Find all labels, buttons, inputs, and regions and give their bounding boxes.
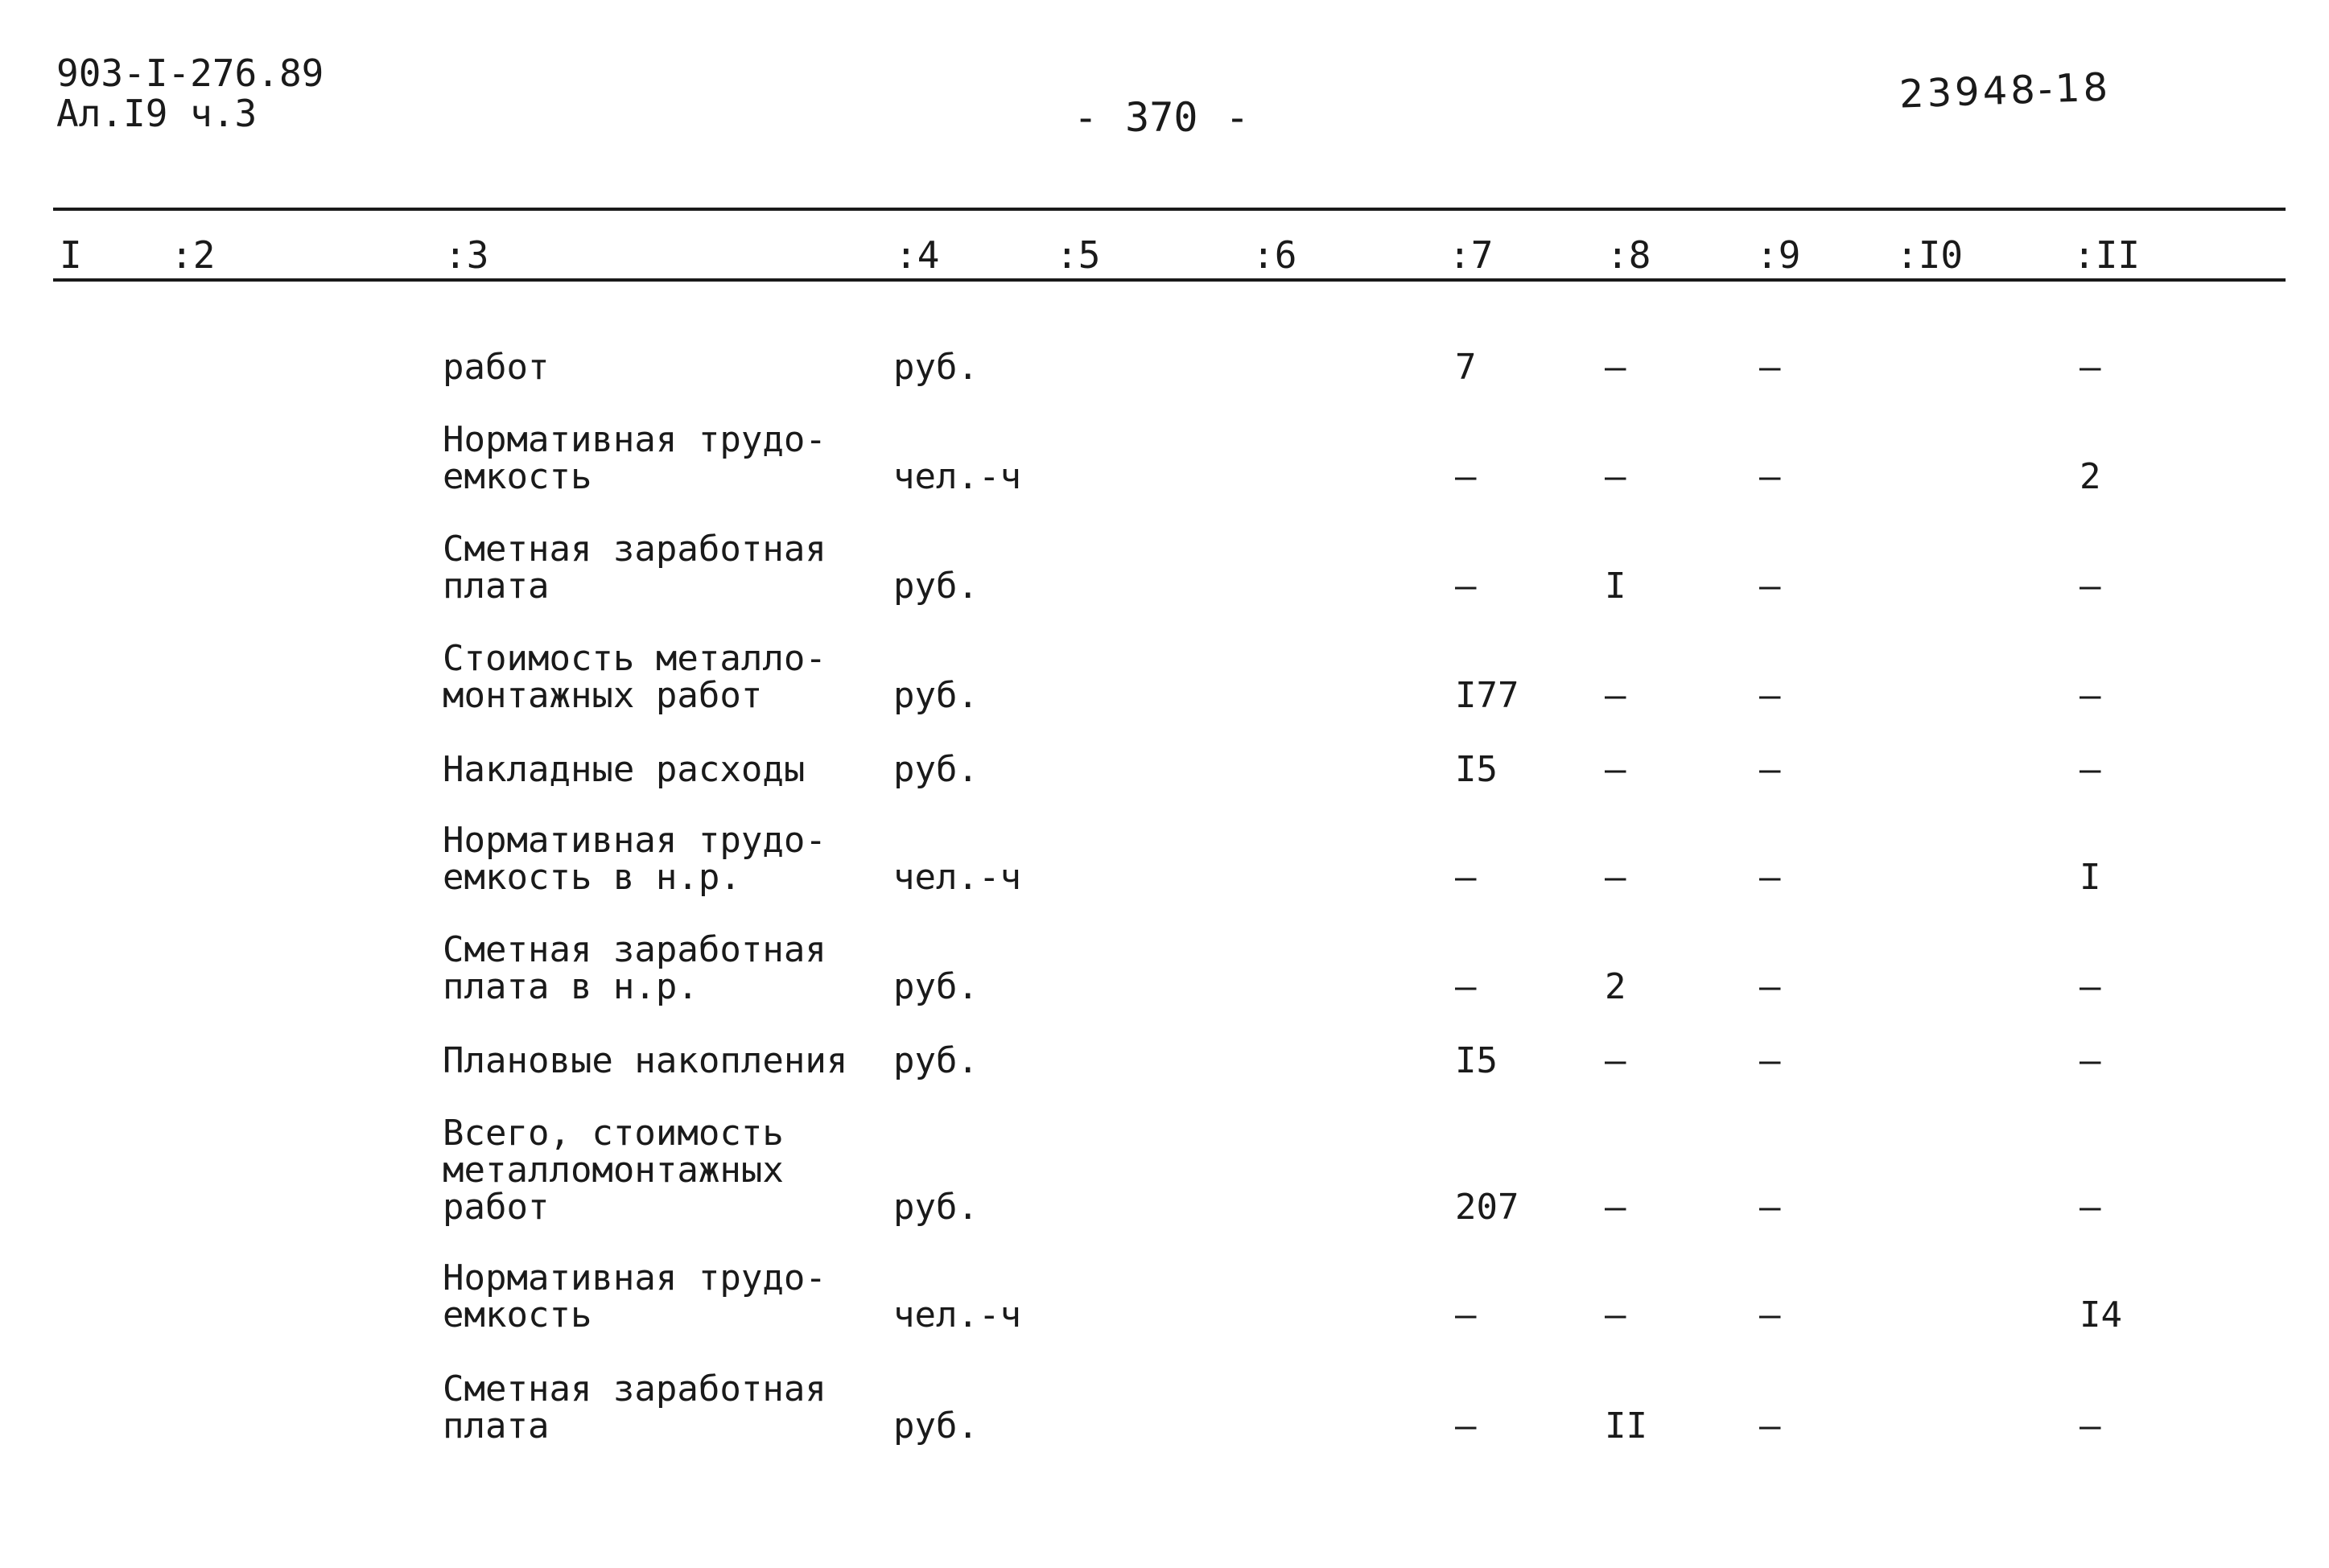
document-code [56, 53, 324, 134]
row-value-col-11: – [2080, 347, 2101, 388]
archive-number: 23948-18 [1898, 64, 2112, 117]
row-value-col-11: – [2080, 1187, 2101, 1228]
document-code-line-1: 903-I-276.89 [56, 51, 324, 95]
row-unit: руб. [893, 1187, 979, 1228]
row-value-col-9: – [1759, 1294, 1781, 1335]
page-dash-left: - [1074, 94, 1099, 141]
row-item-name: Сметная заработная плата [443, 1368, 826, 1447]
row-unit: руб. [893, 675, 979, 716]
row-value-col-9: – [1759, 456, 1781, 497]
row-unit: руб. [893, 347, 979, 388]
column-header-3: :3 [444, 233, 489, 277]
row-value-col-8: I [1605, 566, 1626, 607]
column-header-2: :2 [171, 233, 216, 277]
row-unit: чел.-ч [893, 857, 1021, 898]
row-value-col-7: – [1455, 566, 1477, 607]
column-header-8: :8 [1606, 233, 1651, 277]
row-item-name: Накладные расходы [443, 749, 806, 790]
document-code-line-2: Ал.I9 ч.3 [56, 92, 258, 135]
row-value-col-7: – [1455, 966, 1477, 1007]
row-value-col-9: – [1759, 675, 1781, 716]
row-value-col-9: – [1759, 566, 1781, 607]
row-value-col-8: – [1605, 857, 1626, 898]
row-value-col-11: I [2080, 857, 2101, 898]
table-header-rule [53, 278, 2286, 282]
row-value-col-9: – [1759, 1187, 1781, 1228]
column-header-10: :I0 [1896, 233, 1964, 277]
row-value-col-11: – [2080, 566, 2101, 607]
row-value-col-8: – [1605, 1040, 1626, 1081]
row-value-col-7: – [1455, 857, 1477, 898]
row-value-col-9: – [1759, 749, 1781, 790]
column-header-5: :5 [1056, 233, 1101, 277]
row-value-col-9: – [1759, 857, 1781, 898]
row-value-col-7: – [1455, 1294, 1477, 1335]
column-header-6: :6 [1252, 233, 1297, 277]
row-value-col-7: I77 [1455, 675, 1519, 716]
row-value-col-7: I5 [1455, 1040, 1498, 1081]
row-unit: руб. [893, 749, 979, 790]
row-value-col-9: – [1759, 1040, 1781, 1081]
row-item-name: Нормативная трудо- емкость в н.р. [443, 820, 826, 898]
row-item-name: Нормативная трудо- емкость [443, 1257, 826, 1335]
column-header-11: :II [2073, 233, 2141, 277]
table-top-rule [53, 208, 2286, 211]
row-unit: руб. [893, 1405, 979, 1447]
row-value-col-8: – [1605, 1294, 1626, 1335]
row-item-name: Стоимость металло- монтажных работ [443, 638, 826, 716]
row-value-col-9: – [1759, 1405, 1781, 1447]
row-value-col-8: II [1605, 1405, 1647, 1447]
column-header-7: :7 [1449, 233, 1494, 277]
row-item-name: Нормативная трудо- емкость [443, 419, 826, 497]
column-header-9: :9 [1756, 233, 1801, 277]
page-dash-right: - [1225, 94, 1250, 141]
row-item-name: Плановые накопления [443, 1040, 848, 1081]
row-unit: руб. [893, 966, 979, 1007]
row-value-col-11: I4 [2080, 1294, 2122, 1335]
row-value-col-7: 207 [1455, 1187, 1519, 1228]
row-value-col-11: – [2080, 749, 2101, 790]
row-value-col-11: – [2080, 966, 2101, 1007]
row-value-col-11: – [2080, 1040, 2101, 1081]
row-item-name: работ [443, 347, 550, 388]
row-unit: чел.-ч [893, 1294, 1021, 1335]
row-value-col-8: – [1605, 749, 1626, 790]
row-value-col-8: – [1605, 1187, 1626, 1228]
row-value-col-8: – [1605, 347, 1626, 388]
row-item-name: Сметная заработная плата [443, 529, 826, 607]
column-header-1: I [60, 233, 82, 277]
page-number-block [1046, 95, 1277, 140]
row-value-col-9: – [1759, 966, 1781, 1007]
column-header-4: :4 [895, 233, 940, 277]
row-unit: руб. [893, 566, 979, 607]
row-value-col-8: – [1605, 456, 1626, 497]
row-value-col-11: 2 [2080, 456, 2101, 497]
row-item-name: Всего, стоимость металломонтажных работ [443, 1113, 784, 1228]
row-value-col-7: – [1455, 456, 1477, 497]
row-unit: руб. [893, 1040, 979, 1081]
row-value-col-11: – [2080, 675, 2101, 716]
row-value-col-7: I5 [1455, 749, 1498, 790]
row-unit: чел.-ч [893, 456, 1021, 497]
page-number: 370 [1125, 94, 1198, 141]
row-value-col-8: – [1605, 675, 1626, 716]
row-item-name: Сметная заработная плата в н.р. [443, 929, 826, 1007]
row-value-col-9: – [1759, 347, 1781, 388]
row-value-col-8: 2 [1605, 966, 1626, 1007]
row-value-col-11: – [2080, 1405, 2101, 1447]
row-value-col-7: – [1455, 1405, 1477, 1447]
row-value-col-7: 7 [1455, 347, 1477, 388]
